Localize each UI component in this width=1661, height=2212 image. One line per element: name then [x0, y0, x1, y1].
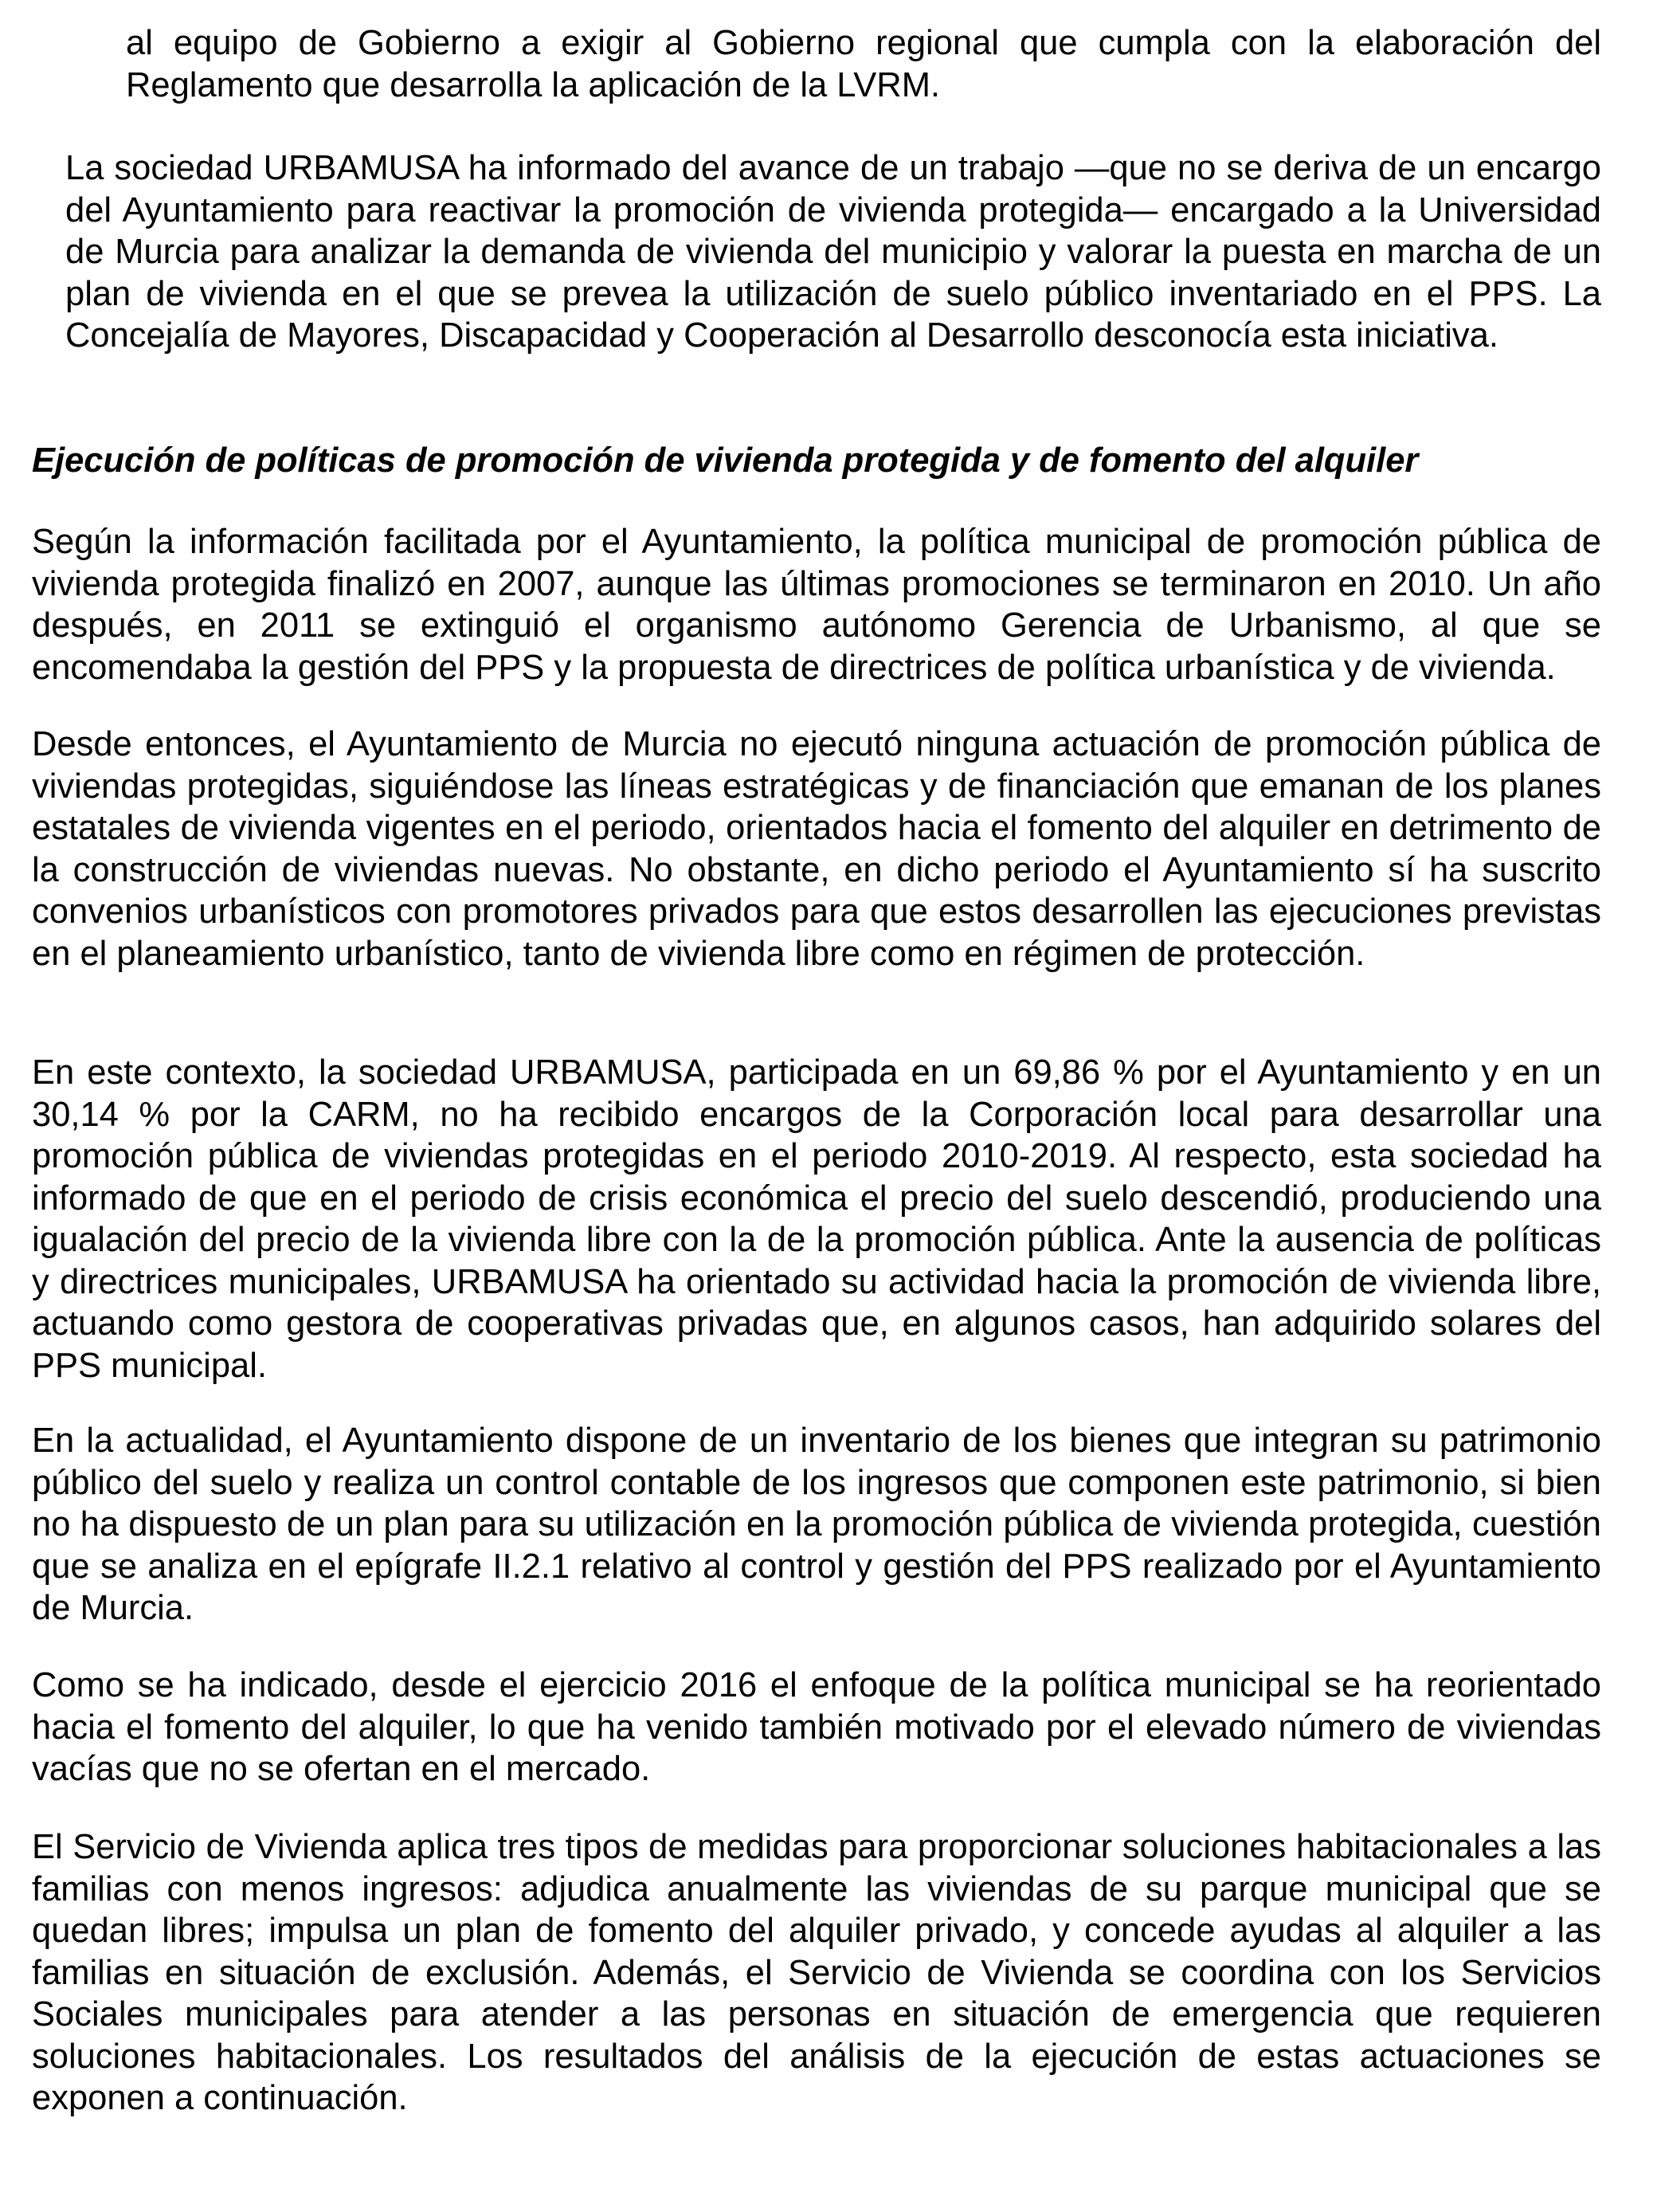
paragraph-lvrm-regulation: al equipo de Gobierno a exigir al Gobierno regional que cumpla con la elaboración del Reglamento que desarrolla la aplicación de la LVRM. [126, 24, 1601, 104]
paragraph-no-public-promotion: Desde entonces, el Ayuntamiento de Murcia no ejecutó ninguna actuación de promoción pública de viviendas protegidas, siguiéndose las líneas estratégicas y de financiación que emanan de los planes estatales de vivienda vigentes en el periodo, orientados hacia el fomento del alquiler en detrimento de la construcción de viviendas nuevas. No obstante, en dicho periodo el Ayuntamiento sí ha suscrito convenios urbanísticos con promotores privados para que estos desarrollen las ejecuciones previstas en el planeamiento urbanístico, tanto de vivienda libre como en régimen de protección. [32, 725, 1601, 973]
paragraph-housing-service-measures: El Servicio de Vivienda aplica tres tipos de medidas para proporcionar soluciones habitacionales a las familias con menos ingresos: adjudica anualmente las viviendas de su parque municipal que se quedan libres; impulsa un plan de fomento del alquiler privado, y concede ayudas al alquiler a las familias en situación de exclusión. Además, el Servicio de Vivienda se coordina con los Servicios Sociales municipales para atender a las personas en situación de emergencia que requieren soluciones habitacionales. Los resultados del análisis de la ejecución de estas actuaciones se exponen a continuación. [32, 1828, 1601, 2117]
paragraph-urbamusa-study: La sociedad URBAMUSA ha informado del avance de un trabajo —que no se deriva de un encargo del Ayuntamiento para reactivar la promoción de vivienda protegida— encargado a la Universidad de Murcia para analizar la demanda de vivienda del municipio y valorar la puesta en marcha de un plan de vivienda en el que se prevea la utilización de suelo público inventariado en el PPS. La Concejalía de Mayores, Discapacidad y Cooperación al Desarrollo desconocía esta iniciativa. [65, 149, 1601, 355]
paragraph-rental-promotion: Como se ha indicado, desde el ejercicio 2016 el enfoque de la política municipal se ha reorientado hacia el fomento del alquiler, lo que ha venido también motivado por el elevado número de viviendas vacías que no se ofertan en el mercado. [32, 1666, 1601, 1788]
paragraph-municipal-policy-history: Según la información facilitada por el Ayuntamiento, la política municipal de promoción pública de vivienda protegida finalizó en 2007, aunque las últimas promociones se terminaron en 2010. Un año después, en 2011 se extinguió el organismo autónomo Gerencia de Urbanismo, al que se encomendaba la gestión del PPS y la propuesta de directrices de política urbanística y de vivienda. [32, 523, 1601, 687]
paragraph-pps-inventory: En la actualidad, el Ayuntamiento dispone de un inventario de los bienes que integran su patrimonio público del suelo y realiza un control contable de los ingresos que componen este patrimonio, si bien no ha dispuesto de un plan para su utilización en la promoción pública de vivienda protegida, cuestión que se analiza en el epígrafe II.2.1 relativo al control y gestión del PPS realizado por el Ayuntamiento de Murcia. [32, 1422, 1601, 1627]
section-heading: Ejecución de políticas de promoción de vivienda protegida y de fomento del alquiler [32, 441, 1419, 480]
paragraph-urbamusa-context: En este contexto, la sociedad URBAMUSA, participada en un 69,86 % por el Ayuntamiento y en un 30,14 % por la CARM, no ha recibido encargos de la Corporación local para desarrollar una promoción pública de viviendas protegidas en el periodo 2010-2019. Al respecto, esta sociedad ha informado de que en el periodo de crisis económica el precio del suelo descendió, produciendo una igualación del precio de la vivienda libre con la de la promoción pública. Ante la ausencia de políticas y directrices municipales, URBAMUSA ha orientado su actividad hacia la promoción de vivienda libre, actuando como gestora de cooperativas privadas que, en algunos casos, han adquirido solares del PPS municipal. [32, 1053, 1601, 1385]
